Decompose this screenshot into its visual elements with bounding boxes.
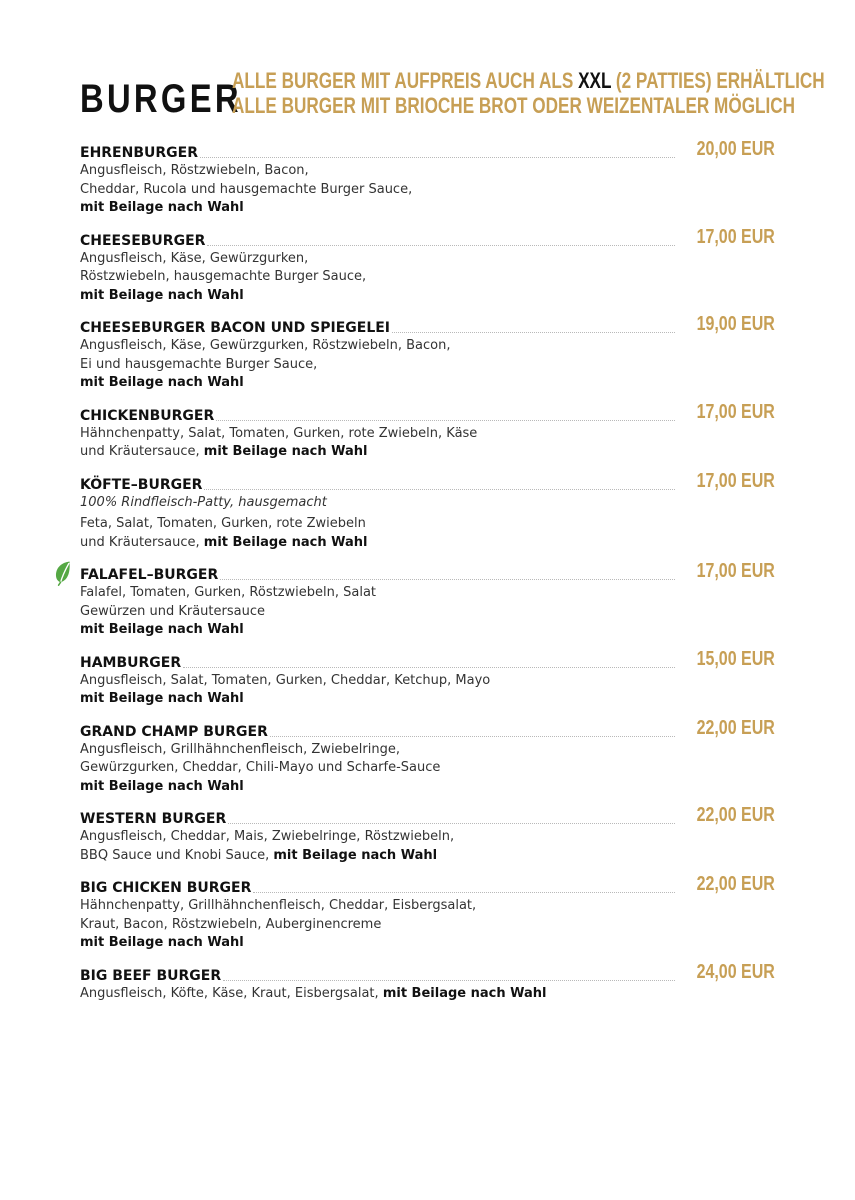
item-description: Angusfleisch, Cheddar, Mais, Zwiebelringe, Röstzwiebeln, [80, 829, 455, 844]
item-note: 100% Rindfleisch-Patty, hausgemacht [80, 494, 327, 510]
header-notes [232, 68, 855, 118]
item-price: 17,00 EUR [696, 400, 775, 423]
item-side: mit Beilage nach Wahl [80, 375, 244, 390]
item-side: mit Beilage nach Wahl [80, 622, 244, 637]
menu-item-western-burger [80, 804, 775, 865]
item-name: BIG CHICKEN BURGER [80, 880, 252, 896]
item-head [80, 647, 775, 672]
menu-item-hamburger [80, 647, 775, 709]
menu-item-cheeseburger [80, 225, 775, 306]
dotted-leader [207, 244, 675, 246]
item-price: 22,00 EUR [696, 716, 775, 739]
dotted-leader [220, 578, 675, 580]
menu-item-falafel-burger [80, 560, 775, 640]
item-price: 17,00 EUR [696, 469, 775, 492]
item-head [80, 873, 775, 897]
dotted-leader [204, 488, 675, 490]
item-name: HAMBURGER [80, 654, 182, 671]
menu-item-big-chicken-burger [80, 873, 775, 953]
menu-item-ehrenburger [80, 138, 775, 218]
item-description: Kraut, Bacon, Röstzwiebeln, Auberginencreme [80, 916, 382, 932]
item-description: Gewürzen und Kräutersauce [80, 603, 265, 619]
dotted-leader [183, 666, 675, 668]
item-name: KÖFTE–BURGER [80, 476, 203, 493]
item-description: Angusfleisch, Röstzwiebeln, Bacon, [80, 163, 309, 178]
item-description: BBQ Sauce und Knobi Sauce, mit Beilage nach Wahl [80, 847, 438, 863]
menu-item-big-beef-burger [80, 960, 775, 1004]
item-description: Hähnchenpatty, Salat, Tomaten, Gurken, rote Zwiebeln, Käse [80, 425, 478, 441]
item-head [80, 225, 775, 250]
item-head [80, 313, 775, 337]
xxl-note-before: ALLE BURGER MIT AUFPREIS AUCH ALS [232, 68, 579, 93]
xxl-highlight: XXL [578, 68, 612, 93]
item-price: 22,00 EUR [696, 873, 775, 895]
item-price: 19,00 EUR [696, 313, 775, 335]
xxl-note [232, 68, 825, 93]
item-side: mit Beilage nach Wahl [80, 935, 244, 950]
menu-item-koefte-burger [80, 469, 775, 553]
menu-header [80, 68, 825, 124]
dotted-leader [200, 156, 675, 158]
item-description: Gewürzgurken, Cheddar, Chili-Mayo und Scharfe-Sauce [80, 760, 441, 775]
item-description: Ei und hausgemachte Burger Sauce, [80, 356, 318, 372]
leaf-icon [53, 560, 73, 586]
item-price: 15,00 EUR [696, 647, 775, 670]
item-head [80, 138, 775, 162]
item-head [80, 960, 775, 985]
item-price: 22,00 EUR [696, 804, 775, 826]
item-description: Hähnchenpatty, Grillhähnchenfleisch, Cheddar, Eisbergsalat, [80, 898, 477, 913]
item-price: 20,00 EUR [696, 138, 775, 160]
item-description: Cheddar, Rucola und hausgemachte Burger Sauce, [80, 181, 413, 197]
item-description: und Kräutersauce, mit Beilage nach Wahl [80, 534, 368, 550]
item-head [80, 400, 775, 425]
item-side: mit Beilage nach Wahl [80, 778, 244, 794]
dotted-leader [253, 891, 675, 893]
item-side: mit Beilage nach Wahl [80, 691, 244, 706]
bread-note: ALLE BURGER MIT BRIOCHE BROT ODER WEIZENTALER MÖGLICH [232, 93, 796, 118]
item-price: 24,00 EUR [696, 960, 775, 983]
item-description: Angusfleisch, Grillhähnchenfleisch, Zwiebelringe, [80, 741, 400, 757]
dotted-leader [216, 419, 675, 421]
item-name: CHEESEBURGER BACON UND SPIEGELEI [80, 320, 391, 336]
item-name: CHICKENBURGER [80, 407, 215, 424]
item-head [80, 469, 775, 494]
item-name: CHEESEBURGER [80, 232, 206, 249]
item-description: Feta, Salat, Tomaten, Gurken, rote Zwiebeln [80, 516, 366, 531]
item-head [80, 716, 775, 741]
dotted-leader [392, 331, 675, 333]
item-description: Angusfleisch, Käse, Gewürzgurken, Röstzwiebeln, Bacon, [80, 338, 451, 353]
item-description: Falafel, Tomaten, Gurken, Röstzwiebeln, Salat [80, 585, 377, 600]
menu-item-grand-champ-burger [80, 716, 775, 797]
item-description: Angusfleisch, Salat, Tomaten, Gurken, Cheddar, Ketchup, Mayo [80, 672, 491, 688]
item-head [80, 560, 775, 584]
menu-item-cheeseburger-bacon-spiegelei [80, 313, 775, 393]
item-description: Röstzwiebeln, hausgemachte Burger Sauce, [80, 269, 367, 284]
item-name: WESTERN BURGER [80, 811, 227, 827]
item-name: BIG BEEF BURGER [80, 967, 222, 984]
burger-menu-list [80, 138, 775, 1003]
item-description: und Kräutersauce, mit Beilage nach Wahl [80, 444, 368, 459]
dotted-leader [228, 822, 675, 824]
item-name: FALAFEL–BURGER [80, 567, 219, 583]
section-title: BURGER [80, 77, 242, 121]
item-price: 17,00 EUR [696, 560, 775, 582]
menu-item-chickenburger [80, 400, 775, 462]
dotted-leader [270, 735, 675, 737]
dotted-leader [223, 979, 675, 981]
xxl-note-after: (2 PATTIES) ERHÄLTLICH [611, 68, 825, 93]
item-name: EHRENBURGER [80, 145, 198, 161]
item-name: GRAND CHAMP BURGER [80, 723, 268, 740]
item-description: Angusfleisch, Käse, Gewürzgurken, [80, 250, 309, 266]
item-side: mit Beilage nach Wahl [80, 287, 244, 303]
item-head [80, 804, 775, 828]
item-price: 17,00 EUR [696, 225, 775, 248]
item-description: Angusfleisch, Köfte, Käse, Kraut, Eisbergsalat, mit Beilage nach Wahl [80, 985, 547, 1001]
item-side: mit Beilage nach Wahl [80, 200, 244, 215]
